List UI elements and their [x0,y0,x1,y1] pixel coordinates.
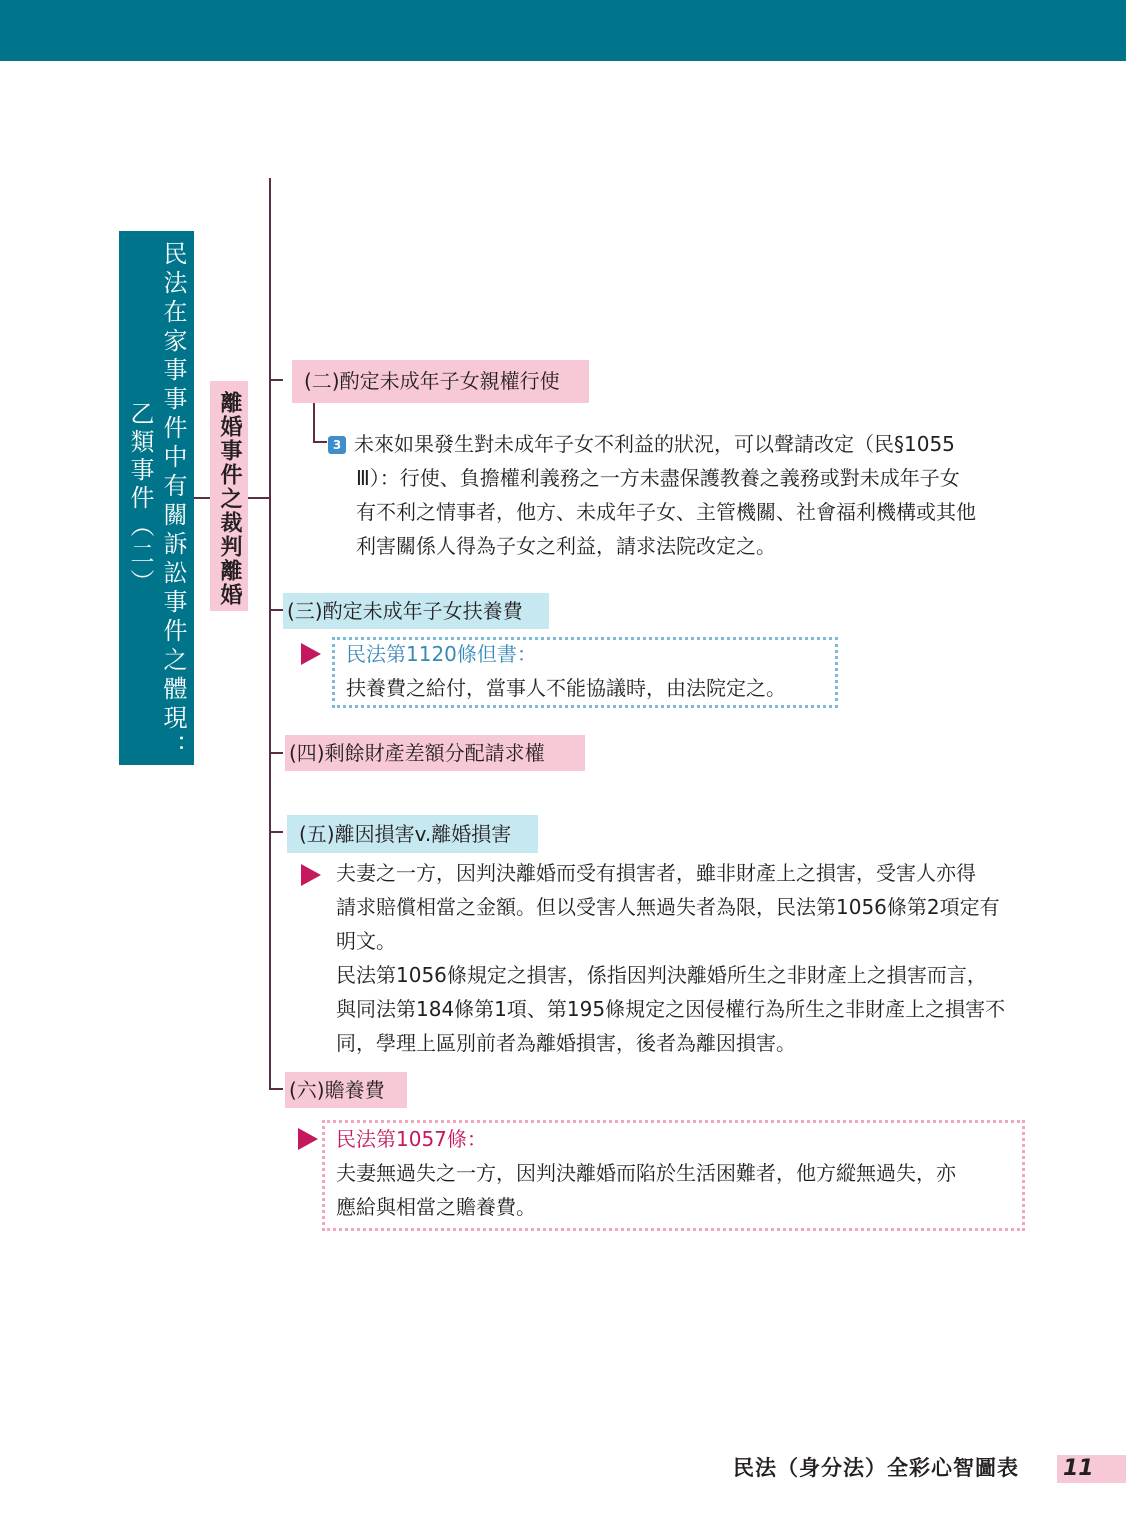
law-text: 夫妻無過失之一方，因判決離婚而陷於生活困難者，他方縱無過失，亦 [336,1161,956,1185]
subtopic-label: 離婚事件之裁判離婚 [217,391,242,607]
law-citation: 民法第1120條但書： [346,642,537,666]
law-text: 應給與相當之贍養費。 [336,1195,536,1219]
law-text: 扶養費之給付，當事人不能協議時，由法院定之。 [346,676,786,700]
s2-subline-h [313,441,327,443]
main-topic-subtitle: 乙類事件（二） [126,401,154,597]
section-2-line: 有不利之情事者，他方、未成年子女、主管機關、社會福利機構或其他 [356,500,976,524]
section-5-line: 請求賠償相當之金額。但以受害人無過失者為限，民法第1056條第2項定有 [336,895,1000,919]
section-heading-2: (二)酌定未成年子女親權行使 [292,360,589,403]
arrow-right-icon [298,1128,318,1150]
section-2-line: Ⅲ）：行使、負擔權利義務之一方未盡保護教養之義務或對未成年子女 [356,466,960,490]
section-5-body [336,856,1036,1060]
main-topic-block [119,231,194,765]
branch-s2 [269,379,283,381]
book-title: 民法（身分法）全彩心智圖表 [733,1455,1019,1480]
connector-sub [248,497,270,499]
main-topic-title: 民法在家事事件中有關訴訟事件之體現： [159,241,187,763]
number-3-icon: 3 [328,436,346,454]
section-5-line: 與同法第184條第1項、第195條規定之因侵權行為所生之非財產上之損害不 [336,997,1006,1021]
section-heading-5: (五)離因損害v.離婚損害 [287,815,538,853]
top-banner [0,0,1126,61]
subtopic-block [210,381,248,611]
page-number: 11 [1057,1455,1126,1483]
section-5-line: 夫妻之一方，因判決離婚而受有損害者，雖非財產上之損害，受害人亦得 [336,861,976,885]
section-2-line: 3 未來如果發生對未成年子女不利益的狀況，可以聲請改定（民§1055 [328,427,1028,461]
section-6-body [336,1122,1016,1224]
arrow-right-icon [301,643,321,665]
s2-subline-v [313,403,315,443]
branch-s4 [269,752,283,754]
section-2-line: 利害關係人得為子女之利益，請求法院改定之。 [356,534,776,558]
arrow-right-icon [301,864,321,886]
section-5-line: 同，學理上區別前者為離婚損害，後者為離因損害。 [336,1031,796,1055]
section-heading-3: (三)酌定未成年子女扶養費 [283,593,549,629]
connector-main [194,497,210,499]
trunk-line [269,178,271,1090]
branch-s3 [269,609,283,611]
law-citation: 民法第1057條： [336,1127,487,1151]
section-5-line: 明文。 [336,929,396,953]
branch-s6 [269,1088,283,1090]
section-2-body [328,427,1028,563]
section-heading-6: (六)贍養費 [285,1072,407,1108]
section-5-line: 民法第1056條規定之損害，係指因判決離婚所生之非財產上之損害而言， [336,963,987,987]
branch-s5 [269,831,283,833]
section-3-body [346,637,826,705]
section-heading-4: (四)剩餘財產差額分配請求權 [285,735,585,771]
